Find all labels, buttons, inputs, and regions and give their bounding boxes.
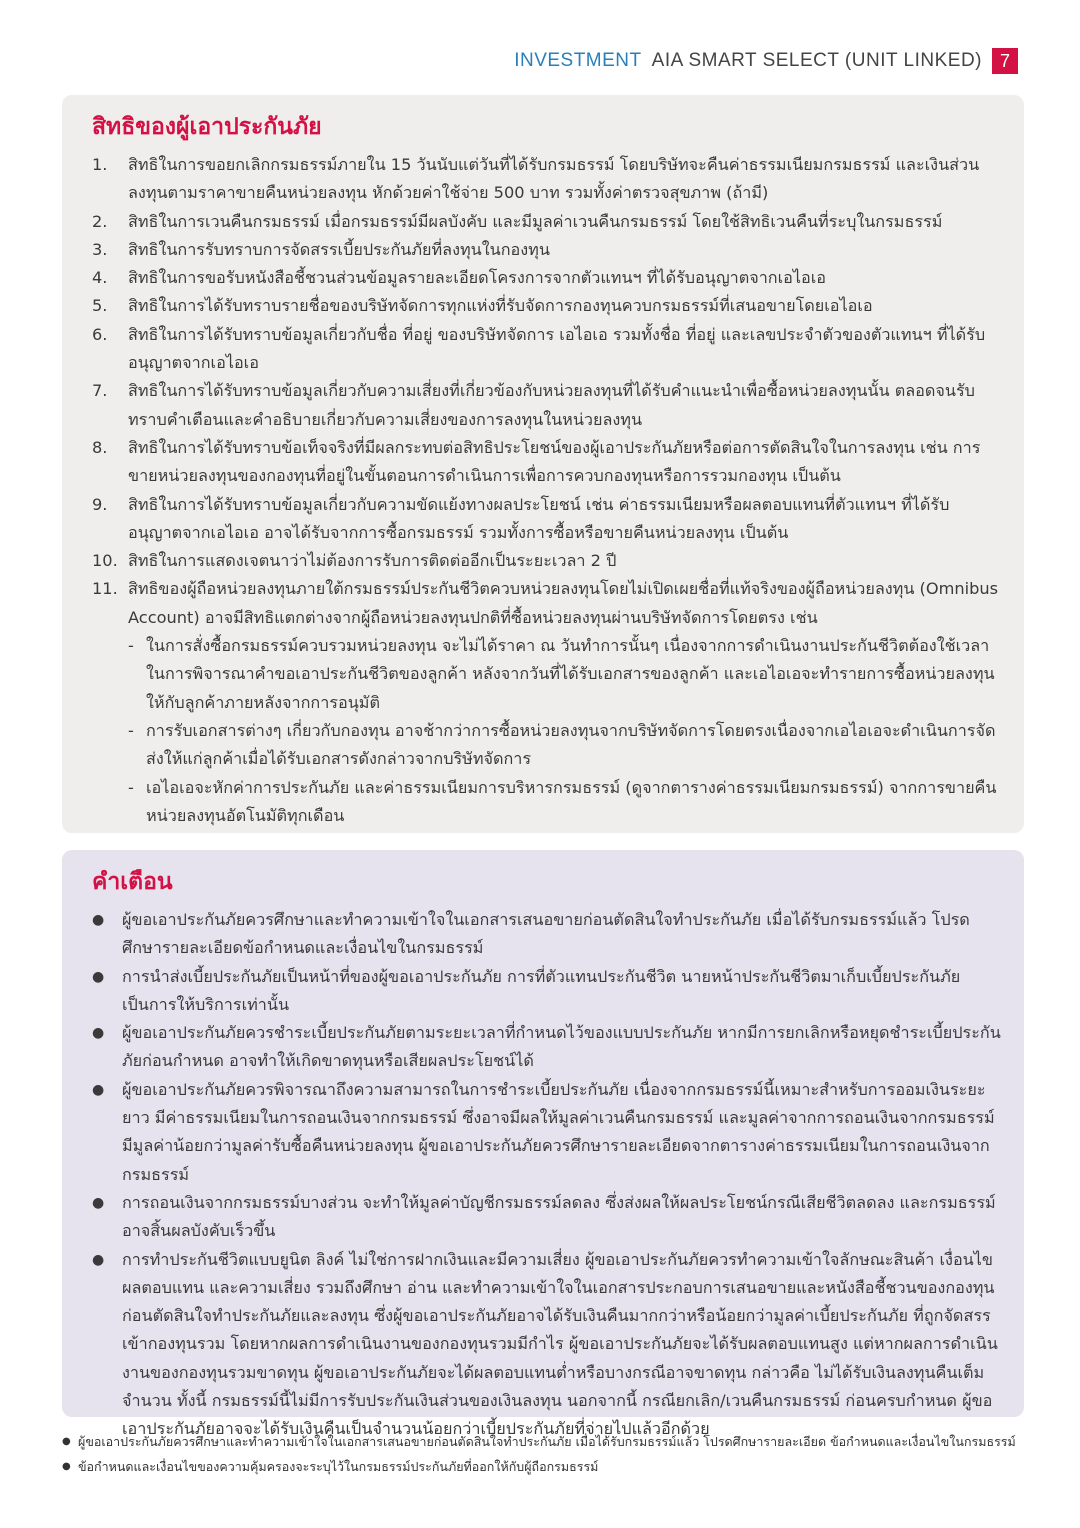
sub-item-text: การรับเอกสารต่างๆ เกี่ยวกับกองทุน อาจช้ากว่าการซื้อหน่วยลงทุนจากบริษัทจัดการโดยตรงเนื่องจากเอไอเอจะดำเนินการจัดส่งให้แก่ลูกค้าเมื่อได้รับเอกสารดังกล่าวจากบริษัทจัดการ: [146, 720, 996, 769]
list-item: [84, 906, 1002, 963]
list-item: [84, 491, 1002, 548]
item-number: 6.: [92, 324, 108, 344]
item-text: สิทธิในการขอรับหนังสือชี้ชวนส่วนข้อมูลรายละเอียดโครงการจากตัวแทนฯ ที่ได้รับอนุญาตจากเอไอเอ: [128, 268, 826, 288]
warnings-title: คำเตือน: [92, 869, 173, 895]
list-item: [84, 151, 1002, 208]
item-text: การทำประกันชีวิตแบบยูนิต ลิงค์ ไม่ใช่การฝากเงินและมีความเสี่ยง ผู้ขอเอาประกันภัยควรทำความเข้าใจลักษณะสินค้า เงื่อนไข ผลตอบแทน และความเสี่ยง รวมถึงศึกษา อ่าน และทำความเข้าใจในเอกสารประกอบการเสนอขายและหนังสือชี้ชวนของกองทุนก่อนตัดสินใจทำประกันภัยและลงทุน ซึ่งผู้ขอเอาประกันภัยอาจได้รับเงินคืนมากกว่าหรือน้อยกว่ามูลค่าเบี้ยประกันภัย ที่ถูกจัดสรรเข้ากองทุนรวม โดยหากผลการดำเนินงานของกองทุนรวมมีกำไร ผู้ขอเอาประกันภัยจะได้รับผลตอบแทนสูง แต่หากผลการดำเนินงานของกองทุนรวมขาดทุน ผู้ขอเอาประกันภัยจะได้ผลตอบแทนต่ำหรือบางกรณีอาจขาดทุน กล่าวคือ ไม่ได้รับเงินลงทุนคืนเต็มจำนวน ทั้งนี้ กรมธรรม์นี้ไม่มีการรับประกันเงินส่วนของเงินลงทุน นอกจากนี้ กรณียกเลิก/เวนคืนกรมธรรม์ ก่อนครบกำหนด ผู้ขอเอาประกันภัยอาจจะได้รับเงินคืนเป็นจำนวนน้อยกว่าเบี้ยประกันภัยที่จ่ายไปแล้วอีกด้วย: [122, 1249, 998, 1439]
dash-marker: -: [128, 720, 134, 740]
page-header: [514, 48, 1018, 74]
rights-list: [84, 151, 1002, 830]
warnings-list: [84, 906, 1002, 1444]
item-number: 4.: [92, 268, 108, 288]
item-number: 2.: [92, 211, 108, 231]
item-number: 3.: [92, 239, 108, 259]
sub-item: [128, 632, 1002, 717]
bullet-icon: ●: [62, 1461, 71, 1472]
item-body: [128, 575, 1002, 830]
bullet-icon: ●: [92, 968, 105, 985]
dash-marker: -: [128, 777, 134, 797]
item-number: 5.: [92, 296, 108, 316]
bullet-icon: ●: [92, 1194, 105, 1211]
sub-item-text: เอไอเอจะหักค่าการประกันภัย และค่าธรรมเนียมการบริหารกรมธรรม์ (ดูจากตารางค่าธรรมเนียมกรมธรรม์) จากการขายคืนหน่วยลงทุนอัตโนมัติทุกเดือน: [146, 777, 997, 825]
list-item: [84, 1189, 1002, 1246]
rights-title: สิทธิของผู้เอาประกันภัย: [92, 114, 322, 140]
item-text: การนำส่งเบี้ยประกันภัยเป็นหน้าที่ของผู้ขอเอาประกันภัย การที่ตัวแทนประกันชีวิต นายหน้าประกันชีวิตมาเก็บเบี้ยประกันภัยเป็นการให้บริการเท่านั้น: [122, 966, 961, 1014]
item-number: 1.: [92, 155, 108, 174]
list-item: [84, 1246, 1002, 1444]
item-text: สิทธิในการรับทราบการจัดสรรเบี้ยประกันภัยที่ลงทุนในกองทุน: [128, 239, 550, 259]
list-item: [84, 292, 1002, 320]
dash-marker: -: [128, 636, 134, 656]
item-number: 10.: [92, 551, 118, 571]
item-text: ผู้ขอเอาประกันภัยควรชำระเบี้ยประกันภัยตามระยะเวลาที่กำหนดไว้ของแบบประกันภัย หากมีการยกเลิกหรือหยุดชำระเบี้ยประกันภัยก่อนกำหนด อาจทำให้เกิดขาดทุนหรือเสียผลประโยชน์ได้: [122, 1023, 1001, 1071]
item-text: สิทธิในการได้รับทราบข้อเท็จจริงที่มีผลกระทบต่อสิทธิประโยชน์ของผู้เอาประกันภัยหรือต่อการตัดสินใจในการลงทุน เช่น การขายหน่วยลงทุนของกองทุนที่อยู่ในขั้นตอนการดำเนินการเพื่อการควบกองทุนหรือการรวมกองทุน เป็นต้น: [128, 437, 981, 486]
list-item: [84, 377, 1002, 434]
bullet-icon: ●: [92, 1025, 105, 1042]
sub-list: [128, 632, 1002, 830]
item-number: 8.: [92, 437, 108, 457]
bullet-icon: ●: [92, 1251, 105, 1268]
section-label: INVESTMENT: [514, 50, 642, 71]
list-item: [84, 963, 1002, 1020]
item-text: สิทธิในการขอยกเลิกกรมธรรม์ภายใน 15 วันนับแต่วันที่ได้รับกรมธรรม์ โดยบริษัทจะคืนค่าธรรมเนียมกรมธรรม์ และเงินส่วนลงทุนตามราคาขายคืนหน่วยลงทุน หักด้วยค่าใช้จ่าย 500 บาท รวมทั้งค่าตรวจสุขภาพ (ถ้ามี): [128, 155, 980, 203]
footnote: [62, 1457, 1040, 1477]
rights-section: [62, 95, 1024, 833]
sub-item: [128, 774, 1002, 831]
item-text: สิทธิในการได้รับทราบข้อมูลเกี่ยวกับความเสี่ยงที่เกี่ยวข้องกับหน่วยลงทุนที่ได้รับคำแนะนำเพื่อซื้อหน่วยลงทุนนั้น ตลอดจนรับทราบคำเตือนและคำอธิบายเกี่ยวกับความเสี่ยงของการลงทุนในหน่วยลงทุน: [128, 381, 975, 429]
page-number: 7: [992, 48, 1018, 74]
list-item: [84, 1019, 1002, 1076]
warnings-section: [62, 850, 1024, 1439]
item-text: สิทธิในการได้รับทราบรายชื่อของบริษัทจัดการทุกแห่งที่รับจัดการกองทุนควบกรมธรรม์ที่เสนอขายโดยเอไอเอ: [128, 296, 873, 316]
item-text: การถอนเงินจากกรมธรรม์บางส่วน จะทำให้มูลค่าบัญชีกรมธรรม์ลดลง ซึ่งส่งผลให้ผลประโยชน์กรณีเสียชีวิตลดลง และกรมธรรม์อาจสิ้นผลบังคับเร็วขึ้น: [122, 1192, 996, 1241]
footnote-text: ข้อกำหนดและเงื่อนไขของความคุ้มครองจะระบุไว้ในกรมธรรม์ประกันภัยที่ออกให้กับผู้ถือกรมธรรม์: [78, 1459, 599, 1474]
sub-item: [128, 717, 1002, 774]
footnote-text: ผู้ขอเอาประกันภัยควรศึกษาและทำความเข้าใจในเอกสารเสนอขายก่อนตัดสินใจทำประกันภัย เมื่อได้รับกรมธรรม์แล้ว โปรดศึกษารายละเอียด ข้อกำหนดและเงื่อนไขในกรมธรรม์: [78, 1434, 1016, 1449]
list-item: [84, 1076, 1002, 1189]
bullet-icon: ●: [62, 1436, 71, 1447]
list-item: [84, 434, 1002, 491]
item-text: สิทธิในการได้รับทราบข้อมูลเกี่ยวกับชื่อ ที่อยู่ ของบริษัทจัดการ เอไอเอ รวมทั้งชื่อ ที่อยู่ และเลขประจำตัวของตัวแทนฯ ที่ได้รับอนุญาตจากเอไอเอ: [128, 324, 986, 373]
bullet-icon: ●: [92, 1081, 105, 1098]
item-text: สิทธิของผู้ถือหน่วยลงทุนภายใต้กรมธรรม์ประกันชีวิตควบหน่วยลงทุนโดยไม่เปิดเผยชื่อที่แท้จริงของผู้ถือหน่วยลงทุน (Omnibus Account) อาจมีสิทธิแตกต่างจากผู้ถือหน่วยลงทุนปกติที่ซื้อหน่วยลงทุนผ่านบริษัทจัดการโดยตรง เช่น: [128, 579, 999, 627]
sub-item-text: ในการสั่งซื้อกรมธรรม์ควบรวมหน่วยลงทุน จะไม่ได้ราคา ณ วันทำการนั้นๆ เนื่องจากการดำเนินงานประกันชีวิตต้องใช้เวลาในการพิจารณาคำขอเอาประกันชีวิตของลูกค้า หลังจากวันที่ได้รับเอกสารของลูกค้า และเอไอเอจะทำรายการซื้อหน่วยลงทุนให้กับลูกค้าภายหลังจากการอนุมัติ: [146, 636, 995, 712]
item-text: สิทธิในการได้รับทราบข้อมูลเกี่ยวกับความขัดแย้งทางผลประโยชน์ เช่น ค่าธรรมเนียมหรือผลตอบแทนที่ตัวแทนฯ ที่ได้รับอนุญาตจากเอไอเอ อาจได้รับจากการซื้อกรมธรรม์ รวมทั้งการซื้อหรือขายคืนหน่วยลงทุน เป็นต้น: [128, 494, 950, 542]
item-text: สิทธิในการแสดงเจตนาว่าไม่ต้องการรับการติดต่ออีกเป็นระยะเวลา 2 ปี: [128, 551, 617, 571]
item-number: 9.: [92, 494, 108, 514]
item-number: 11.: [92, 579, 118, 599]
product-name: AIA SMART SELECT (UNIT LINKED): [651, 50, 982, 71]
item-text: ผู้ขอเอาประกันภัยควรศึกษาและทำความเข้าใจในเอกสารเสนอขายก่อนตัดสินใจทำประกันภัย เมื่อได้รับกรมธรรม์แล้ว โปรดศึกษารายละเอียดข้อกำหนดและเงื่อนไขในกรมธรรม์: [122, 910, 970, 958]
footnote: [62, 1432, 1040, 1452]
list-item: [84, 208, 1002, 236]
item-text: ผู้ขอเอาประกันภัยควรพิจารณาถึงความสามารถในการชำระเบี้ยประกันภัย เนื่องจากกรมธรรม์นี้เหมาะสำหรับการออมเงินระยะยาว มีค่าธรรมเนียมในการถอนเงินจากกรมธรรม์ ซึ่งอาจมีผลให้มูลค่าเวนคืนกรมธรรม์ และมูลค่าจากการถอนเงินจากกรมธรรม์ มีมูลค่าน้อยกว่ามูลค่ารับซื้อคืนหน่วยลงทุน ผู้ขอเอาประกันภัยควรศึกษารายละเอียดจากตารางค่าธรรมเนียมในการถอนเงินจากกรมธรรม์: [122, 1079, 995, 1184]
list-item: [84, 547, 1002, 575]
item-number: 7.: [92, 381, 108, 401]
list-item: [84, 575, 1002, 830]
list-item: [84, 264, 1002, 292]
item-text: สิทธิในการเวนคืนกรมธรรม์ เมื่อกรมธรรม์มีผลบังคับ และมีมูลค่าเวนคืนกรมธรรม์ โดยใช้สิทธิเวนคืนที่ระบุในกรมธรรม์: [128, 211, 943, 231]
list-item: [84, 236, 1002, 264]
bullet-icon: ●: [92, 912, 105, 928]
list-item: [84, 321, 1002, 378]
